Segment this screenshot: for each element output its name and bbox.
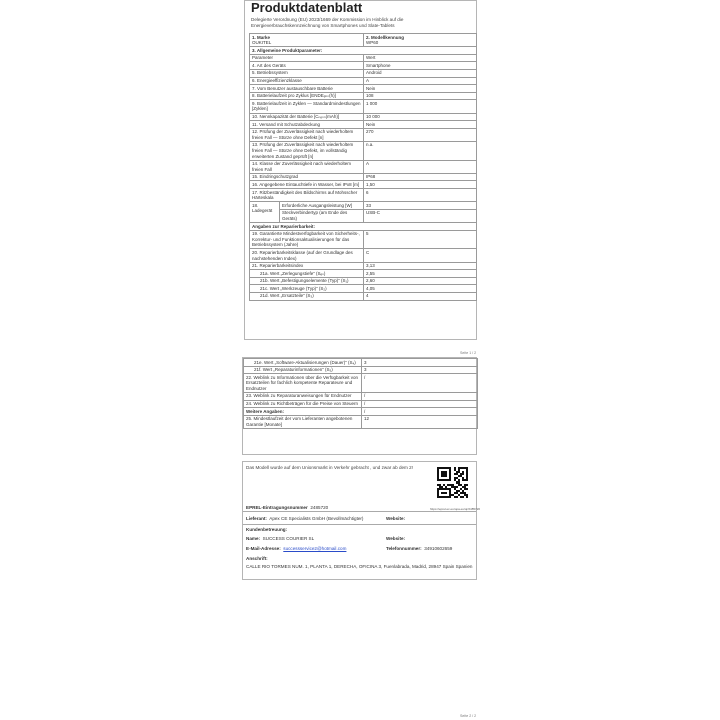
- parameter-label: 15. Eindringschutzgrad: [250, 173, 364, 181]
- eprel-qr-code[interactable]: [437, 467, 468, 498]
- model-label: 2. Modellkennung: [366, 34, 405, 40]
- general-header-row: [250, 47, 477, 55]
- brand-label: 1. Marke: [252, 34, 271, 40]
- parameter-value: n.a.: [364, 141, 477, 160]
- table-row: [250, 128, 477, 141]
- divider: [243, 511, 476, 512]
- param-label: Parameter: [250, 54, 364, 62]
- parameter-label: 23. Weblink zu Reparaturanweisungen für Endnutzer: [244, 392, 362, 400]
- service-name-label: Name:: [246, 536, 261, 541]
- parameter-label: 22. Weblink zu Informationen über die Verfügbarkeit von Ersatzteilen für fachlich kompetente Reparateure und Endnutzer: [244, 374, 362, 393]
- page-number-2: Seite 2 / 2: [460, 714, 477, 718]
- parameter-label: 21a. Wert „Zerlegungstiefe“ (Sₑₙ): [250, 270, 364, 278]
- parameter-label: 9. Batterielaufzeit in Zyklen — Standardmindestlungen [Zyklen]: [250, 100, 364, 113]
- parameter-value: A: [364, 77, 477, 85]
- parameter-label: 21d. Wert „Ersatzteile“ (S₃): [250, 292, 364, 300]
- service-name-value: SUCCESS COURIER SL: [262, 536, 315, 541]
- parameter-value: Nein: [364, 121, 477, 129]
- table-row: [244, 374, 478, 393]
- further-info-header: Weitere Angaben:: [244, 408, 362, 416]
- parameter-value: 2,60: [364, 277, 477, 285]
- parameter-value: IP68: [364, 173, 477, 181]
- service-email-label: E-Mail-Adresse:: [246, 546, 281, 551]
- parameter-value: 3,13: [364, 262, 477, 270]
- service-address-value: CALLE RIO TORMES NUM. 1, PLANTA 1, DERECHA, OFICINA 3, Fuenlabrada, Madrid, 28947 Spain Spanien: [246, 564, 473, 569]
- brand-model-row: [250, 34, 477, 47]
- parameter-label: 24. Weblink zu Richtbeträgen für die Preise von Steuern: [244, 400, 362, 408]
- parameter-label: 21. Reparierbarkeitsindex: [250, 262, 364, 270]
- table-row: [250, 262, 477, 270]
- warranty-label: 25. Mindestlaufzeit der vom Lieferanten angebotenen Garantie [Monate]: [244, 415, 362, 428]
- service-address-label: Anschrift:: [246, 556, 268, 561]
- parameter-label: 7. Vom Benutzer austauschbare Batterie: [250, 85, 364, 93]
- service-email: [246, 546, 346, 551]
- table-row: [244, 400, 478, 408]
- table-row: [244, 359, 478, 367]
- parameter-label: 6. Energieeffizienzklasse: [250, 77, 364, 85]
- parameter-value: 10 000: [364, 113, 477, 121]
- table-row: [244, 392, 478, 400]
- charger-row: [250, 202, 477, 210]
- model-value: WP60: [366, 40, 379, 46]
- parameter-value: 270: [364, 128, 477, 141]
- parameter-value: Nein: [364, 85, 477, 93]
- parameter-value: 2,55: [364, 270, 477, 278]
- parameter-label: 14. Klasse der Zuverlässigkeit nach wiederholtem freien Fall: [250, 160, 364, 173]
- repair-parameter-table: [243, 358, 478, 429]
- service-email-link[interactable]: successservice2@hotmail.com: [283, 546, 347, 551]
- parameter-value: Android: [364, 69, 477, 77]
- market-placement-text: Das Modell wurde auf dem Unionsmarkt in Verkehr gebracht , und zwar ab dem 2!: [246, 465, 413, 470]
- value-label: Wert: [364, 54, 477, 62]
- service-phone: [386, 546, 452, 551]
- warranty-value: 12: [362, 415, 478, 428]
- charger-connector-label: Steckverbindertyp (am Ende des Geräts): [280, 209, 364, 222]
- charger-connector-value: USB-C: [364, 209, 477, 222]
- table-row: [250, 113, 477, 121]
- parameter-value: 4,05: [364, 285, 477, 293]
- table-row: [250, 121, 477, 129]
- table-row: [250, 141, 477, 160]
- parameter-label: 11. Versand mit Schutzabdeckung: [250, 121, 364, 129]
- repair-header-row: [250, 223, 477, 231]
- service-website: [386, 536, 405, 541]
- table-row: [250, 189, 477, 202]
- parameter-label: 17. Ritzbeständigkeit des Bildschirms auf Mohsscher Härteskala: [250, 189, 364, 202]
- supplier-website: [386, 516, 405, 521]
- eprel-qr-url[interactable]: https://eprel.ec.europa.eu/qr/2485720: [430, 507, 481, 511]
- table-row: [244, 366, 478, 374]
- table-row: [250, 270, 477, 278]
- parameter-label: 16. Angegebene Eintauchtiefe in Wasser, bei IPx8 [m]: [250, 181, 364, 189]
- parameter-value: 3: [362, 359, 478, 367]
- table-row: [250, 85, 477, 93]
- table-row: [250, 160, 477, 173]
- customer-service-header: Kundenbetreuung:: [246, 527, 288, 532]
- charger-label: 18. Ladegerät: [250, 202, 280, 223]
- table-row: [250, 230, 477, 249]
- parameter-label: 21f. Wert „Reparaturinformationen“ (S₅): [244, 366, 362, 374]
- table-row: [250, 292, 477, 300]
- service-name: [246, 536, 314, 541]
- parameter-value: 6: [364, 189, 477, 202]
- eprel-number-label: EPREL-Eintragungsnummer: [246, 505, 308, 510]
- parameter-label: 21c. Wert „Werkzeuge (Typ)“ (S₂): [250, 285, 364, 293]
- parameter-value: /: [362, 392, 478, 400]
- supplier-label: Lieferant:: [246, 516, 267, 521]
- service-phone-value: 34910602659: [424, 546, 453, 551]
- repair-header: Angaben zur Reparierbarkeit:: [250, 223, 477, 231]
- parameter-value: 1 000: [364, 100, 477, 113]
- further-info-row: [244, 408, 478, 416]
- regulation-intro: Delegierte Verordnung (EU) 2023/1669 der Kommission im Hinblick auf die Energieverbrauchskennzeichnung von Smartphones und Slate-Tablets: [251, 17, 404, 29]
- parameter-label: 19. Garantierte Mindestverfügbarkeit von Sicherheits-, Korrektur- und Funktionsaktualisierungen für das Betriebssystem (Jahre): [250, 230, 364, 249]
- charger-power-label: Erforderliche Ausgangsleistung [W]: [280, 202, 364, 210]
- eprel-number: [246, 505, 328, 510]
- charger-row: [250, 209, 477, 222]
- qr-module: [466, 496, 468, 498]
- table-row: [250, 77, 477, 85]
- parameter-label: 8. Batterielaufzeit pro Zyklus [ENDEₑₖₙ(h)]: [250, 92, 364, 100]
- table-row: [250, 285, 477, 293]
- param-header-row: [250, 54, 477, 62]
- supplier-row: [246, 516, 363, 521]
- parameter-value: A: [364, 160, 477, 173]
- table-row: [250, 92, 477, 100]
- supplier-website-label: Website:: [386, 516, 406, 521]
- parameter-label: 5. Betriebssystem: [250, 69, 364, 77]
- parameter-label: 13. Prüfung der Zuverlässigkeit nach wiederholtem freien Fall — Stürze ohne Defekt, im vollständig erweiterten Zustand geprüft [n]: [250, 141, 364, 160]
- parameter-value: 4: [364, 292, 477, 300]
- table-row: [250, 277, 477, 285]
- product-parameter-table: [249, 33, 477, 301]
- warranty-row: [244, 415, 478, 428]
- service-phone-label: Telefonnummer:: [386, 546, 422, 551]
- parameter-value: 108: [364, 92, 477, 100]
- parameter-value: 1,50: [364, 181, 477, 189]
- further-info-value: /: [362, 408, 478, 416]
- page-title: Produktdatenblatt: [251, 0, 363, 15]
- eprel-number-value: 2485720: [310, 505, 329, 510]
- parameter-label: 20. Reparierbarkeitsklasse (auf der Grundlage des nachstehenden Index): [250, 249, 364, 262]
- parameter-value: 3: [362, 366, 478, 374]
- parameter-label: 21e. Wert „Software-Aktualisierungen (Dauer)“ (S₄): [244, 359, 362, 367]
- parameter-label: 10. Nennkapazität der Batterie [Cₙₑₙₙ(mAh)]: [250, 113, 364, 121]
- table-row: [250, 69, 477, 77]
- parameter-value: Smartphone: [364, 62, 477, 70]
- supplier-value: Apex CE Specialists GmbH (Bevollmächtigter): [269, 516, 364, 521]
- table-row: [250, 62, 477, 70]
- service-website-label: Website:: [386, 536, 406, 541]
- parameter-label: 4. Art des Geräts: [250, 62, 364, 70]
- parameter-label: 12. Prüfung der Zuverlässigkeit nach wiederholtem freien Fall — Stürze ohne Defekt [n]: [250, 128, 364, 141]
- parameter-value: C: [364, 249, 477, 262]
- charger-power-value: 33: [364, 202, 477, 210]
- table-row: [250, 100, 477, 113]
- parameter-value: /: [362, 374, 478, 393]
- table-row: [250, 181, 477, 189]
- divider: [243, 524, 476, 525]
- parameter-value: 5: [364, 230, 477, 249]
- brand-value: OUKITEL: [252, 40, 272, 46]
- page-number-1: Seite 1 / 2: [460, 351, 477, 355]
- parameter-label: 21b. Wert „Befestigungselemente (Typ)“ (S₁): [250, 277, 364, 285]
- table-row: [250, 173, 477, 181]
- general-header: 3. Allgemeine Produktparameter:: [250, 47, 477, 55]
- table-row: [250, 249, 477, 262]
- parameter-value: /: [362, 400, 478, 408]
